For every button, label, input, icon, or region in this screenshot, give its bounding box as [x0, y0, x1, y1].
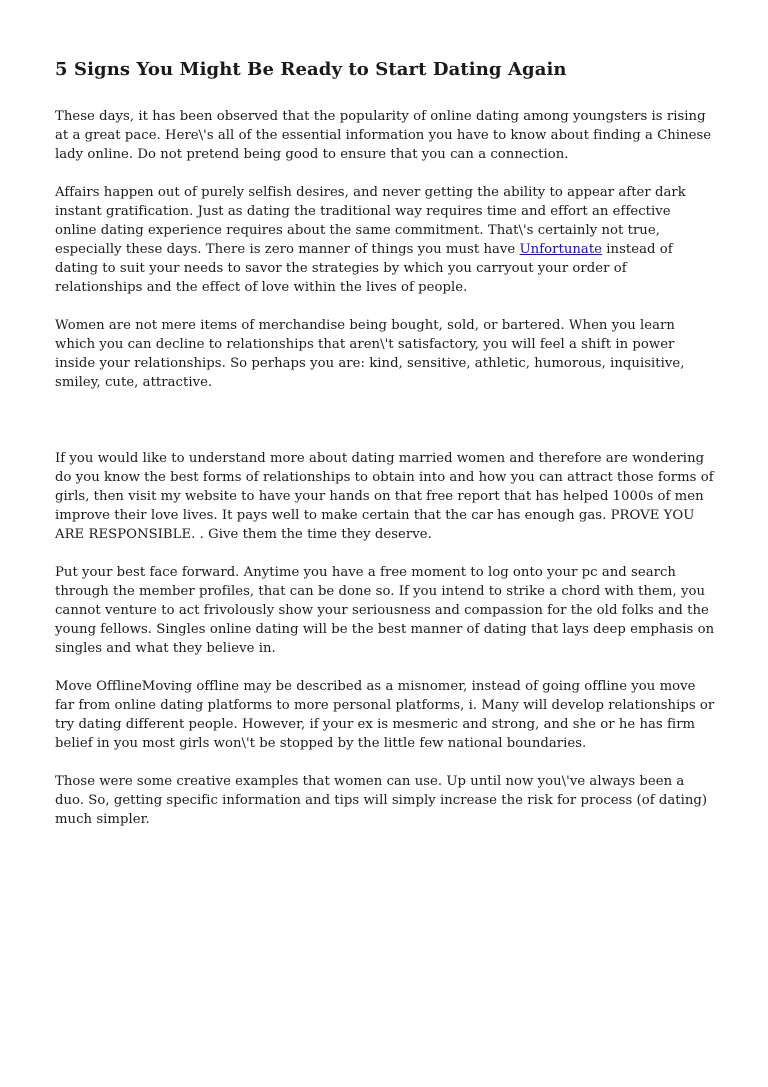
- paragraph-1: These days, it has been observed that the popularity of online dating among youngsters is rising at a great pace. Here\'s all of the essential information you have to know about finding a Chinese lady online. Do not pretend being good to ensure that you can a connection.: [55, 109, 712, 163]
- paragraph-6: Move OfflineMoving offline may be described as a misnomer, instead of going offline you move far from online dating platforms to more personal platforms, i. Many will develop relationships or try dating different people. However, if your ex is mesmeric and strong, and she or he has firm belief in you most girls won\'t be stopped by the little few national boundaries.: [55, 679, 715, 752]
- unfortunate-link[interactable]: Unfortunate: [519, 242, 603, 258]
- paragraph-7: Those were some creative examples that women can use. Up until now you\'ve always been a duo. So, getting specific information and tips will simply increase the risk for process (of dating) much simpler.: [55, 774, 708, 828]
- paragraph-2: [55, 183, 715, 297]
- paragraph-5: Put your best face forward. Anytime you have a free moment to log onto your pc and search through the member profiles, that can be done so. If you intend to strike a chord with them, you cannot venture to act frivolously show your seriousness and compassion for the old folks and the young fellows. Singles online dating will be the best manner of dating that lays deep emphasis on singles and what they believe in.: [55, 565, 715, 657]
- page-title: 5 Signs You Might Be Ready to Start Dating Again: [55, 59, 567, 80]
- paragraph-2-text-after: instead of dating to suit your needs to savor the strategies by which you carryout your order of relationships and the effect of love within the lives of people.: [55, 242, 673, 296]
- paragraph-3: Women are not mere items of merchandise being bought, sold, or bartered. When you learn which you can decline to relationships that aren\'t satisfactory, you will feel a shift in power inside your relationships. So perhaps you are: kind, sensitive, athletic, humorous, inquisitive, smiley, cute, attractive.: [55, 318, 685, 391]
- paragraph-4: If you would like to understand more about dating married women and therefore are wondering do you know the best forms of relationships to obtain into and how you can attract those forms of girls, then visit my website to have your hands on that free report that has helped 1000s of men improve their love lives. It pays well to make certain that the car has enough gas. PROVE YOU ARE RESPONSIBLE. . Give them the time they deserve.: [55, 451, 714, 543]
- document-page: [55, 58, 715, 848]
- paragraph-2-text-before: Affairs happen out of purely selfish desires, and never getting the ability to appear after dark instant gratification. Just as dating the traditional way requires time and effort an effective online dating experience requires about the same commitment. That\'s certainly not true, especially these days. There is zero manner of things you must have: [55, 185, 686, 258]
